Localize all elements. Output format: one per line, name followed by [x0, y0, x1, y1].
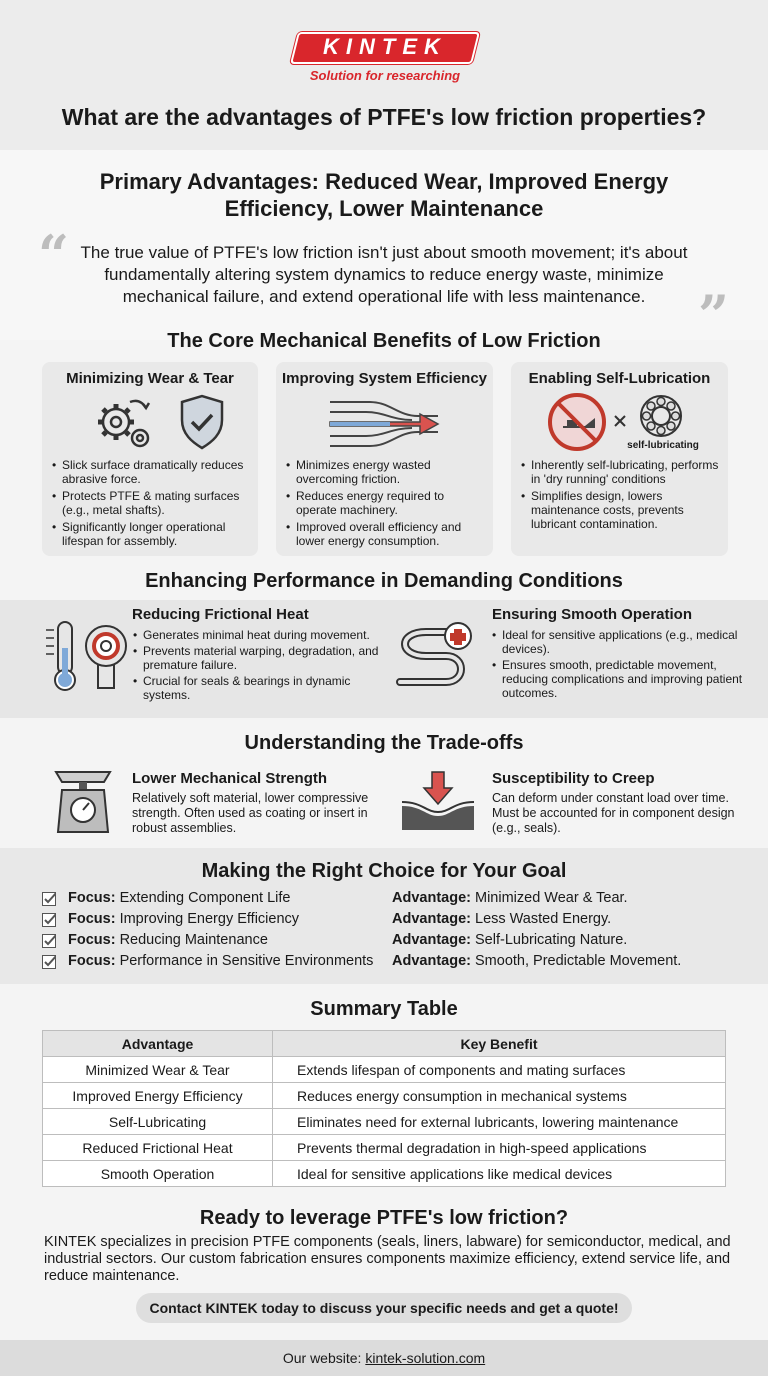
advantage-text: Advantage: Less Wasted Energy. [392, 911, 612, 927]
logo-text: KINTEK [323, 34, 447, 59]
list-item: • Slick surface dramatically reduces abrasive force. [52, 458, 252, 486]
enhance-section [0, 600, 768, 718]
summary-table [42, 1030, 726, 1187]
list-item [42, 911, 742, 931]
table-row [43, 1083, 726, 1109]
list-item: • Generates minimal heat during movement. [133, 628, 385, 642]
focus-text: Focus: Improving Energy Efficiency [68, 911, 300, 927]
cta-title: Ready to leverage PTFE's low friction? [199, 1207, 569, 1229]
list-item: • Minimizes energy wasted overcoming friction. [286, 458, 487, 486]
list-item: • Ideal for sensitive applications (e.g., medical devices). [492, 628, 744, 656]
creep-text: Can deform under constant load over time. Must be accounted for in component design (e.g., seals). [492, 791, 735, 835]
smooth-bullets [492, 628, 744, 702]
card-efficiency [276, 362, 493, 556]
table-cell: Ideal for sensitive applications like medical devices [273, 1161, 726, 1187]
focus-text: Focus: Performance in Sensitive Environments [68, 953, 374, 969]
table-cell: Minimized Wear & Tear [43, 1057, 273, 1083]
flow-arrow-icon [276, 392, 493, 456]
strength-title: Lower Mechanical Strength [132, 770, 328, 787]
smooth-title: Ensuring Smooth Operation [492, 606, 693, 623]
enhance-title: Enhancing Performance in Demanding Conditions [145, 570, 623, 592]
card-wear [42, 362, 258, 556]
card-title: Improving System Efficiency [281, 370, 488, 387]
list-item: • Significantly longer operational lifespan for assembly. [52, 520, 252, 548]
contact-button[interactable]: Contact KINTEK today to discuss your specific needs and get a quote! [136, 1293, 632, 1323]
website-link[interactable]: kintek-solution.com [365, 1350, 486, 1366]
list-item: • Ensures smooth, predictable movement, reducing complications and improving patient outcomes. [492, 658, 744, 700]
gear-shield-icon [42, 392, 258, 456]
column-header: Key Benefit [273, 1031, 726, 1057]
header [0, 0, 768, 150]
table-cell: Extends lifespan of components and mating surfaces [273, 1057, 726, 1083]
table-row [43, 1161, 726, 1187]
core-title: The Core Mechanical Benefits of Low Friction [167, 330, 601, 352]
checkbox-icon [42, 934, 56, 948]
summary-title: Summary Table [310, 998, 458, 1020]
table-row [43, 1057, 726, 1083]
list-item [42, 953, 742, 973]
table-cell: Eliminates need for external lubricants, lowering maintenance [273, 1109, 726, 1135]
table-cell: Self-Lubricating [43, 1109, 273, 1135]
footer [0, 1340, 768, 1376]
list-item: • Inherently self-lubricating, performs in 'dry running' conditions [521, 458, 722, 486]
list-item: • Improved overall efficiency and lower energy consumption. [286, 520, 487, 548]
thermometer-bearing-icon [40, 618, 132, 694]
advantage-text: Advantage: Smooth, Predictable Movement. [392, 953, 682, 969]
card-bullets [52, 458, 252, 551]
footer-label: Our website: [282, 1350, 362, 1366]
close-quote-icon: ” [698, 283, 730, 347]
primary-title: Primary Advantages: Reduced Wear, Improved Energy Efficiency, Lower Maintenance [99, 169, 669, 221]
footer-text [0, 1350, 768, 1366]
advantage-text: Advantage: Self-Lubricating Nature. [392, 932, 628, 948]
medical-curve-icon [396, 620, 480, 692]
card-bullets [521, 458, 722, 534]
table-cell: Smooth Operation [43, 1161, 273, 1187]
strength-text: Relatively soft material, lower compressive strength. Often used as coating or insert in robust assemblies. [132, 791, 369, 835]
quote: The true value of PTFE's low friction isn't just about smooth movement; it's about fundamentally altering system dynamics to reduce energy waste, minimize mechanical failure, and extend operational life with less maintenance. [80, 243, 688, 306]
column-header: Advantage [43, 1031, 273, 1057]
checkbox-icon [42, 892, 56, 906]
card-self-lubrication [511, 362, 728, 556]
table-row [43, 1109, 726, 1135]
table-cell: Improved Energy Efficiency [43, 1083, 273, 1109]
choice-title: Making the Right Choice for Your Goal [201, 860, 567, 882]
list-item [42, 932, 742, 952]
heat-title: Reducing Frictional Heat [132, 606, 309, 623]
focus-text: Focus: Reducing Maintenance [68, 932, 268, 948]
open-quote-icon: “ [38, 223, 70, 287]
list-item: • Prevents material warping, degradation, and premature failure. [133, 644, 385, 672]
table-cell: Reduces energy consumption in mechanical systems [273, 1083, 726, 1109]
no-oil-bearing-icon [511, 392, 728, 456]
advantage-text: Advantage: Minimized Wear & Tear. [392, 890, 628, 906]
scale-icon [52, 766, 114, 836]
list-item: • Simplifies design, lowers maintenance costs, prevents lubricant contamination. [521, 489, 722, 531]
card-title: Minimizing Wear & Tear [66, 370, 234, 387]
page-title: What are the advantages of PTFE's low friction properties? [61, 104, 707, 130]
card-bullets [286, 458, 487, 551]
table-row [43, 1135, 726, 1161]
card-title: Enabling Self-Lubrication [528, 370, 711, 387]
checkbox-icon [42, 913, 56, 927]
list-item: • Reduces energy required to operate machinery. [286, 489, 487, 517]
choice-section [0, 848, 768, 984]
tradeoffs-title: Understanding the Trade-offs [244, 732, 524, 754]
icon-caption: self-lubricating [627, 440, 699, 451]
checkbox-icon [42, 955, 56, 969]
creep-title: Susceptibility to Creep [492, 770, 655, 787]
table-cell: Prevents thermal degradation in high-speed applications [273, 1135, 726, 1161]
heat-bullets [133, 628, 385, 704]
cta-text: KINTEK specializes in precision PTFE components (seals, liners, labware) for semiconductor, medical, and industrial sectors. Our custom fabrication ensures components maximize efficiency, extend service life, and reduce maintenance. [44, 1234, 731, 1284]
list-item: • Crucial for seals & bearings in dynamic systems. [133, 674, 385, 702]
table-header-row [43, 1031, 726, 1057]
focus-text: Focus: Extending Component Life [68, 890, 291, 906]
list-item [42, 890, 742, 910]
tagline: Solution for researching [309, 68, 461, 83]
list-item: • Protects PTFE & mating surfaces (e.g., metal shafts). [52, 489, 252, 517]
table-cell: Reduced Frictional Heat [43, 1135, 273, 1161]
creep-icon [400, 770, 478, 834]
